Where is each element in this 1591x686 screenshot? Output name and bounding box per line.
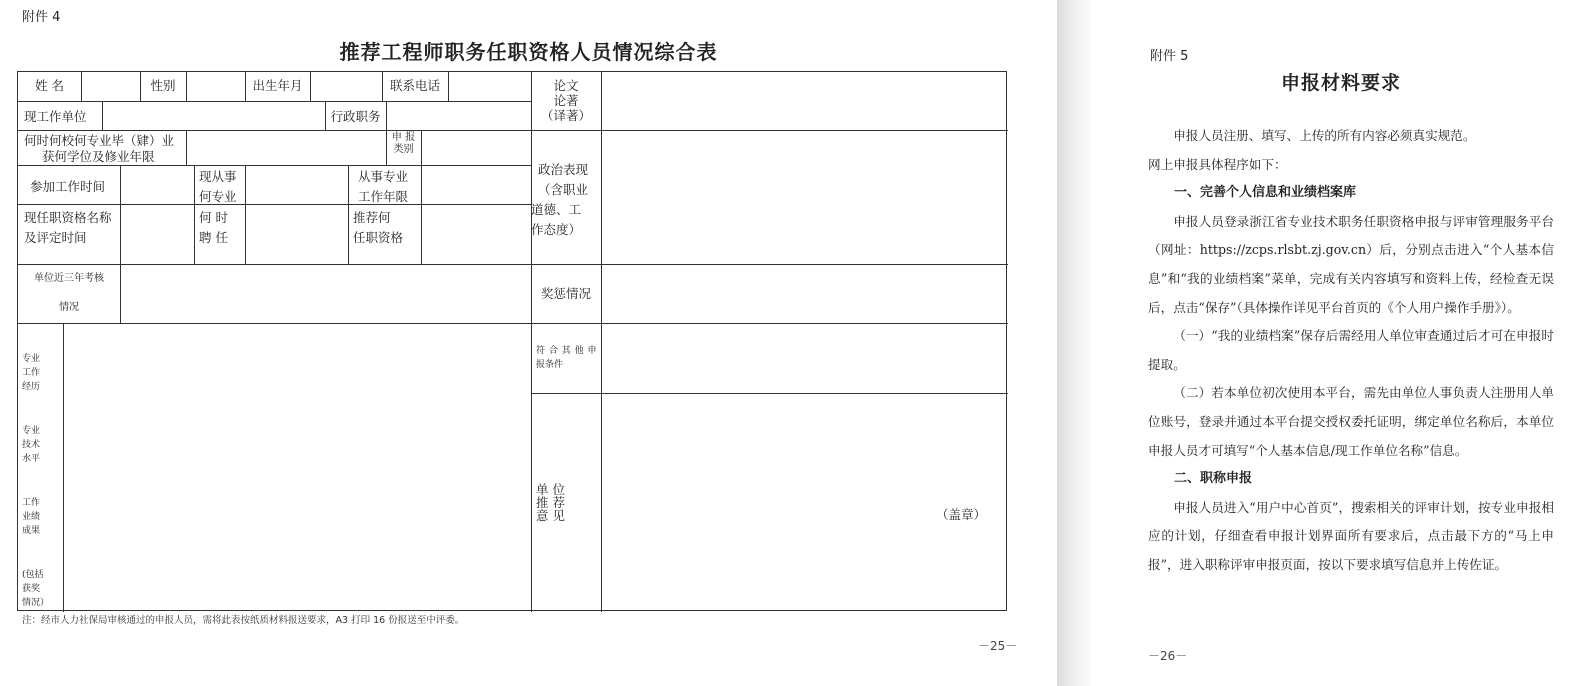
requirements-title: 申报材料要求: [1280, 72, 1401, 94]
page-number-25: －25－: [978, 639, 1018, 653]
label-political-2: （含职业: [538, 182, 589, 197]
paragraph-3: 申报人员登录浙江省专业技术职务任职资格申报与评审管理服务平台（网址：https://zcps.rlsbt.zj.gov.cn）后，分别点击进入“个人基本信息”和“我的业绩档案”菜单，完成有关内容填写和资料上传，经检查无误后，点击“保存”（具体操作详见平台首页的《个人用户操作手册》）。: [1148, 213, 1554, 315]
label-political-4: 作态度）: [531, 222, 582, 237]
right-page: [1091, 0, 1591, 686]
label-unit-recommend-2: 推 荐: [536, 495, 565, 510]
section-heading-1: 一、完善个人信息和业绩档案库: [1174, 185, 1357, 201]
label-unit-recommend-3: 意 见: [536, 508, 565, 523]
label-hire-1: 何 时: [199, 210, 228, 225]
label-papers-2: 论著: [553, 93, 579, 108]
label-performance-1: 工作: [22, 498, 41, 508]
paragraph-2: 网上申报具体程序如下：: [1148, 156, 1287, 172]
section-heading-2: 二、职称申报: [1174, 471, 1253, 487]
label-political-3: 道德、工: [531, 202, 582, 217]
label-work-start: 参加工作时间: [30, 179, 106, 194]
form-title: 推荐工程师职务任职资格人员情况综合表: [339, 40, 718, 64]
label-graduation-2: 获何学位及修业年限: [42, 149, 155, 164]
label-awards: 奖惩情况: [540, 286, 591, 301]
form-footnote: 注：经市人力社保局审核通过的申报人员，需将此表按纸质材料报送要求，A3 打印 16 份报送至中评委。: [22, 615, 465, 626]
attachment-4-label: 附件 4: [22, 10, 61, 25]
label-phone: 联系电话: [389, 78, 440, 93]
label-qualification-1: 现任职资格名称: [24, 210, 112, 225]
paragraph-1: 申报人员注册、填写、上传的所有内容必须真实规范。: [1173, 128, 1476, 143]
label-experience-1: 专业: [22, 354, 41, 364]
label-graduation-1: 何时何校何专业毕（肄）业: [24, 133, 175, 148]
paragraph-5: （二）若本单位初次使用本平台，需先由单位人事负责人注册用人单位账号，登录并通过本平台提交授权委托证明，绑定单位名称后，本单位申报人员才可填写“个人基本信息/现工作单位名称”信息。: [1148, 385, 1554, 458]
page-gutter: [1057, 0, 1091, 686]
label-political-1: 政治表现: [538, 162, 589, 177]
label-rec-qual-2: 任职资格: [353, 230, 404, 245]
label-current-major-2: 何专业: [199, 189, 237, 204]
label-papers-1: 论文: [553, 78, 579, 93]
label-name: 姓 名: [35, 78, 64, 93]
label-qualification-2: 及评定时间: [24, 230, 87, 245]
paragraph-6: 申报人员进入“用户中心首页”，搜索相关的评审计划，按专业申报相应的计划，仔细查看申报计划界面所有要求后，点击最下方的“马上申报”，进入职称评审申报页面，按以下要求填写信息并上传佐证。: [1148, 499, 1554, 572]
label-tech-2: 技术: [22, 440, 41, 450]
label-performance-2: 业绩: [22, 512, 41, 522]
paragraph-4: （一）“我的业绩档案”保存后需经用人单位审查通过后才可在申报时提取。: [1148, 328, 1554, 372]
label-current-major-1: 现从事: [199, 169, 237, 184]
label-gender: 性别: [150, 78, 176, 93]
label-category-2: 类别: [393, 144, 414, 155]
label-rec-qual-1: 推荐何: [353, 210, 391, 225]
label-employer: 现工作单位: [24, 109, 87, 124]
label-experience-3: 经历: [22, 382, 41, 392]
label-tech-1: 专业: [22, 426, 41, 436]
label-other-conditions-1: 符 合 其 他 申: [536, 346, 597, 356]
label-birth: 出生年月: [252, 78, 303, 93]
label-unit-recommend-1: 单 位: [536, 482, 565, 497]
label-tech-3: 水平: [22, 454, 41, 464]
label-years-1: 从事专业: [358, 169, 409, 184]
label-category-1: 申 报: [391, 132, 416, 143]
page-number-26: －26－: [1148, 649, 1188, 663]
label-other-conditions-2: 报条件: [536, 360, 564, 370]
label-papers-3: （译著）: [540, 108, 591, 123]
label-performance-3: 成果: [22, 526, 41, 536]
label-evaluation-2: 情况: [59, 302, 79, 313]
label-experience-2: 工作: [22, 368, 41, 378]
label-including-3: 情况）: [22, 598, 50, 608]
summary-form-table: [17, 71, 1007, 611]
seal-label: （盖章）: [936, 507, 987, 522]
label-admin-post: 行政职务: [330, 109, 381, 124]
label-years-2: 工作年限: [358, 189, 409, 204]
label-including-1: (包括: [22, 570, 44, 580]
attachment-5-label: 附件 5: [1150, 49, 1189, 64]
label-hire-2: 聘 任: [199, 230, 228, 245]
requirements-body: [1148, 122, 1554, 580]
label-evaluation-1: 单位近三年考核: [34, 273, 104, 284]
label-including-2: 获奖: [22, 584, 41, 594]
